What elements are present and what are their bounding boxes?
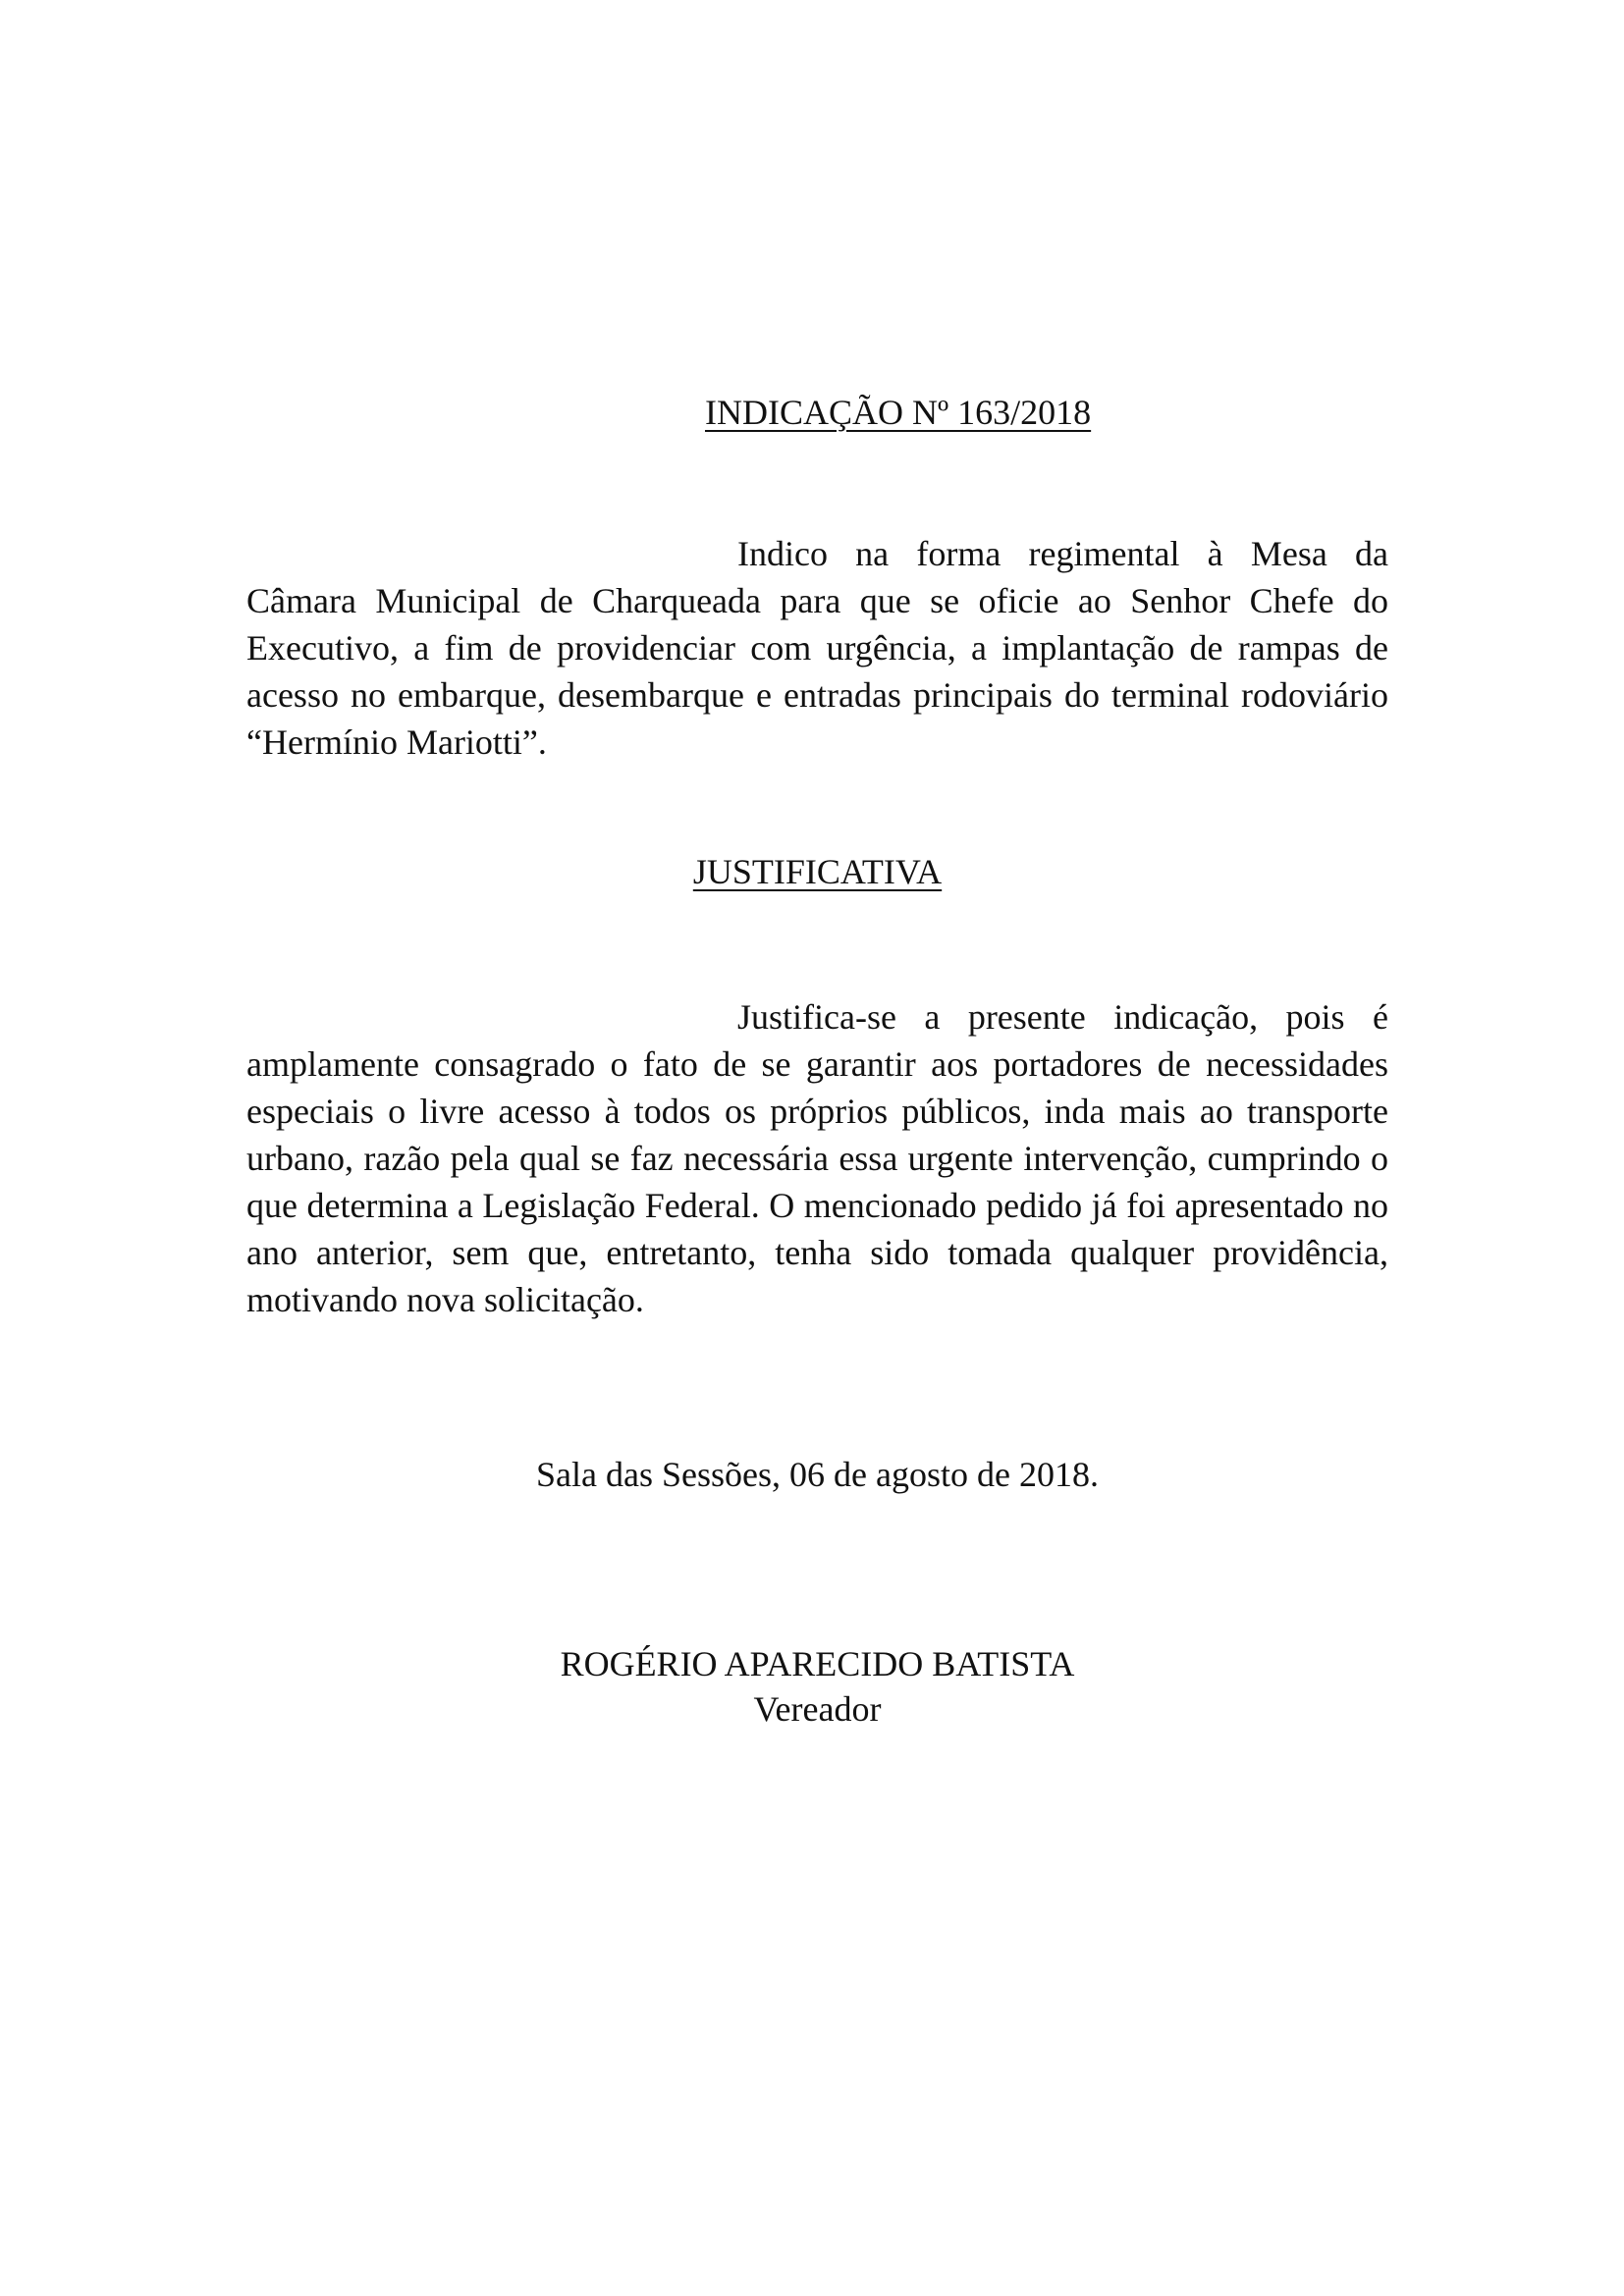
justificativa-paragraph: Justifica-se a presente indicação, pois é amplamente consagrado o fato de se garantir aos portadores de necessidades especiais o livre acesso à todos os próprios públicos, inda mais ao transporte urbano, razão pela qual se faz necessária essa urgente intervenção, cumprindo o que determina a Legislação Federal. O mencionado pedido já foi apresentado no ano anterior, sem que, entretanto, tenha sido tomada qualquer providência, motivando nova solicitação. [246,997,1388,1319]
justificativa-heading [246,850,1388,893]
indicacao-paragraph: Indico na forma regimental à Mesa da Câmara Municipal de Charqueada para que se oficie ao Senhor Chefe do Executivo, a fim de providenciar com urgência, a implantação de rampas de acesso no embarque, desembarque e entradas principais do terminal rodoviário “Hermínio Mariotti”. [246,534,1388,762]
signer-name: ROGÉRIO APARECIDO BATISTA [560,1644,1075,1683]
closing-line: Sala das Sessões, 06 de agosto de 2018. [536,1455,1099,1494]
justificativa-heading-text: JUSTIFICATIVA [692,852,943,891]
document-title: INDICAÇÃO Nº 163/2018 [705,393,1092,432]
signer-role: Vereador [753,1689,882,1729]
signature-block [246,1641,1388,1732]
